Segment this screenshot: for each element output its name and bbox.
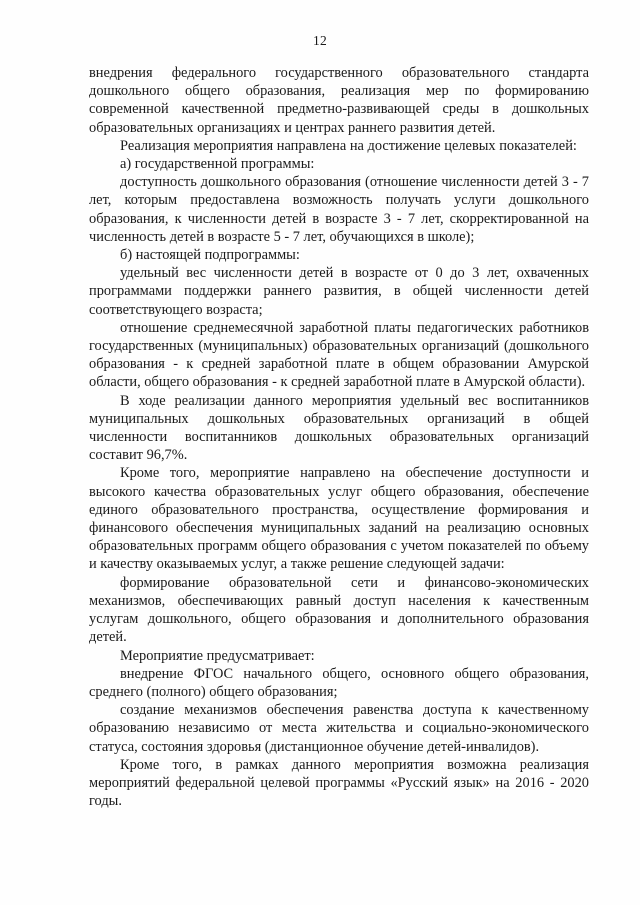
page-number: 12 <box>312 33 328 48</box>
paragraph-russian-language-program: Кроме того, в рамках данного мероприятия возможна реализация мероприятий федеральной целевой программы «Русский язык» на 2016 - 2020 годы. <box>89 756 589 810</box>
paragraph-continuation: внедрения федерального государственного образовательного стандарта дошкольного общего образования, реализация мер по формированию современной качественной предметно-развивающей среды в дошкольных образовательных организациях и центрах раннего развития детей. <box>89 65 589 136</box>
paragraph-subprogram: б) настоящей подпрограммы: <box>120 247 300 264</box>
paragraph-early-development-share: удельный вес численности детей в возрасте от 0 до 3 лет, охваченных программами поддержки раннего развития, в общей численности детей соответствующего возраста; <box>89 265 589 318</box>
paragraph-salary-ratio: отношение среднемесячной заработной платы педагогических работников государственных (муниципальных) образовательных организаций (дошкольного образования - к средней заработной плате в общем образовании Амурской области, общего образования - к средней заработной плате в Амурской области). <box>89 319 589 391</box>
paragraph-quality-access: Кроме того, мероприятие направлено на обеспечение доступности и высокого качества образовательных услуг общего образования, обеспечение единого образовательного пространства, осуществление формирования и финансового обеспечения муниципальных заданий на реализацию основных образовательных программ общего образования с учетом показателей по объему и качеству оказываемых услуг, а также решение следующей задачи: <box>89 465 589 573</box>
paragraph-state-program: а) государственной программы: <box>120 156 315 173</box>
paragraph-fgos-introduction: внедрение ФГОС начального общего, основного общего образования, среднего (полного) общего образования; <box>89 665 589 700</box>
paragraph-preschool-availability: доступность дошкольного образования (отношение численности детей 3 - 7 лет, которым предоставлена возможность получать услуги дошкольного образования, к численности детей в возрасте 3 - 7 лет, скорректированной на численность детей в возрасте 5 - 7 лет, обучающихся в школе); <box>89 174 589 245</box>
paragraph-measure-provides: Мероприятие предусматривает: <box>120 647 315 664</box>
paragraph-pupils-share: В ходе реализации данного мероприятия удельный вес воспитанников муниципальных дошкольных образовательных организаций в общей численности воспитанников дошкольных образовательных организаций составит 96,7%. <box>89 392 589 464</box>
paragraph-equal-access: создание механизмов обеспечения равенства доступа к качественному образованию независимо от места жительства и социально-экономического статуса, состояния здоровья (дистанционное обучение детей-инвалидов). <box>89 702 589 755</box>
paragraph-target-indicators: Реализация мероприятия направлена на достижение целевых показателей: <box>120 137 577 154</box>
document-body <box>89 64 589 810</box>
paragraph-network-formation: формирование образовательной сети и финансово-экономических механизмов, обеспечивающих равный доступ населения к качественным услугам дошкольного, общего образования и дополнительного образования детей. <box>89 574 589 646</box>
